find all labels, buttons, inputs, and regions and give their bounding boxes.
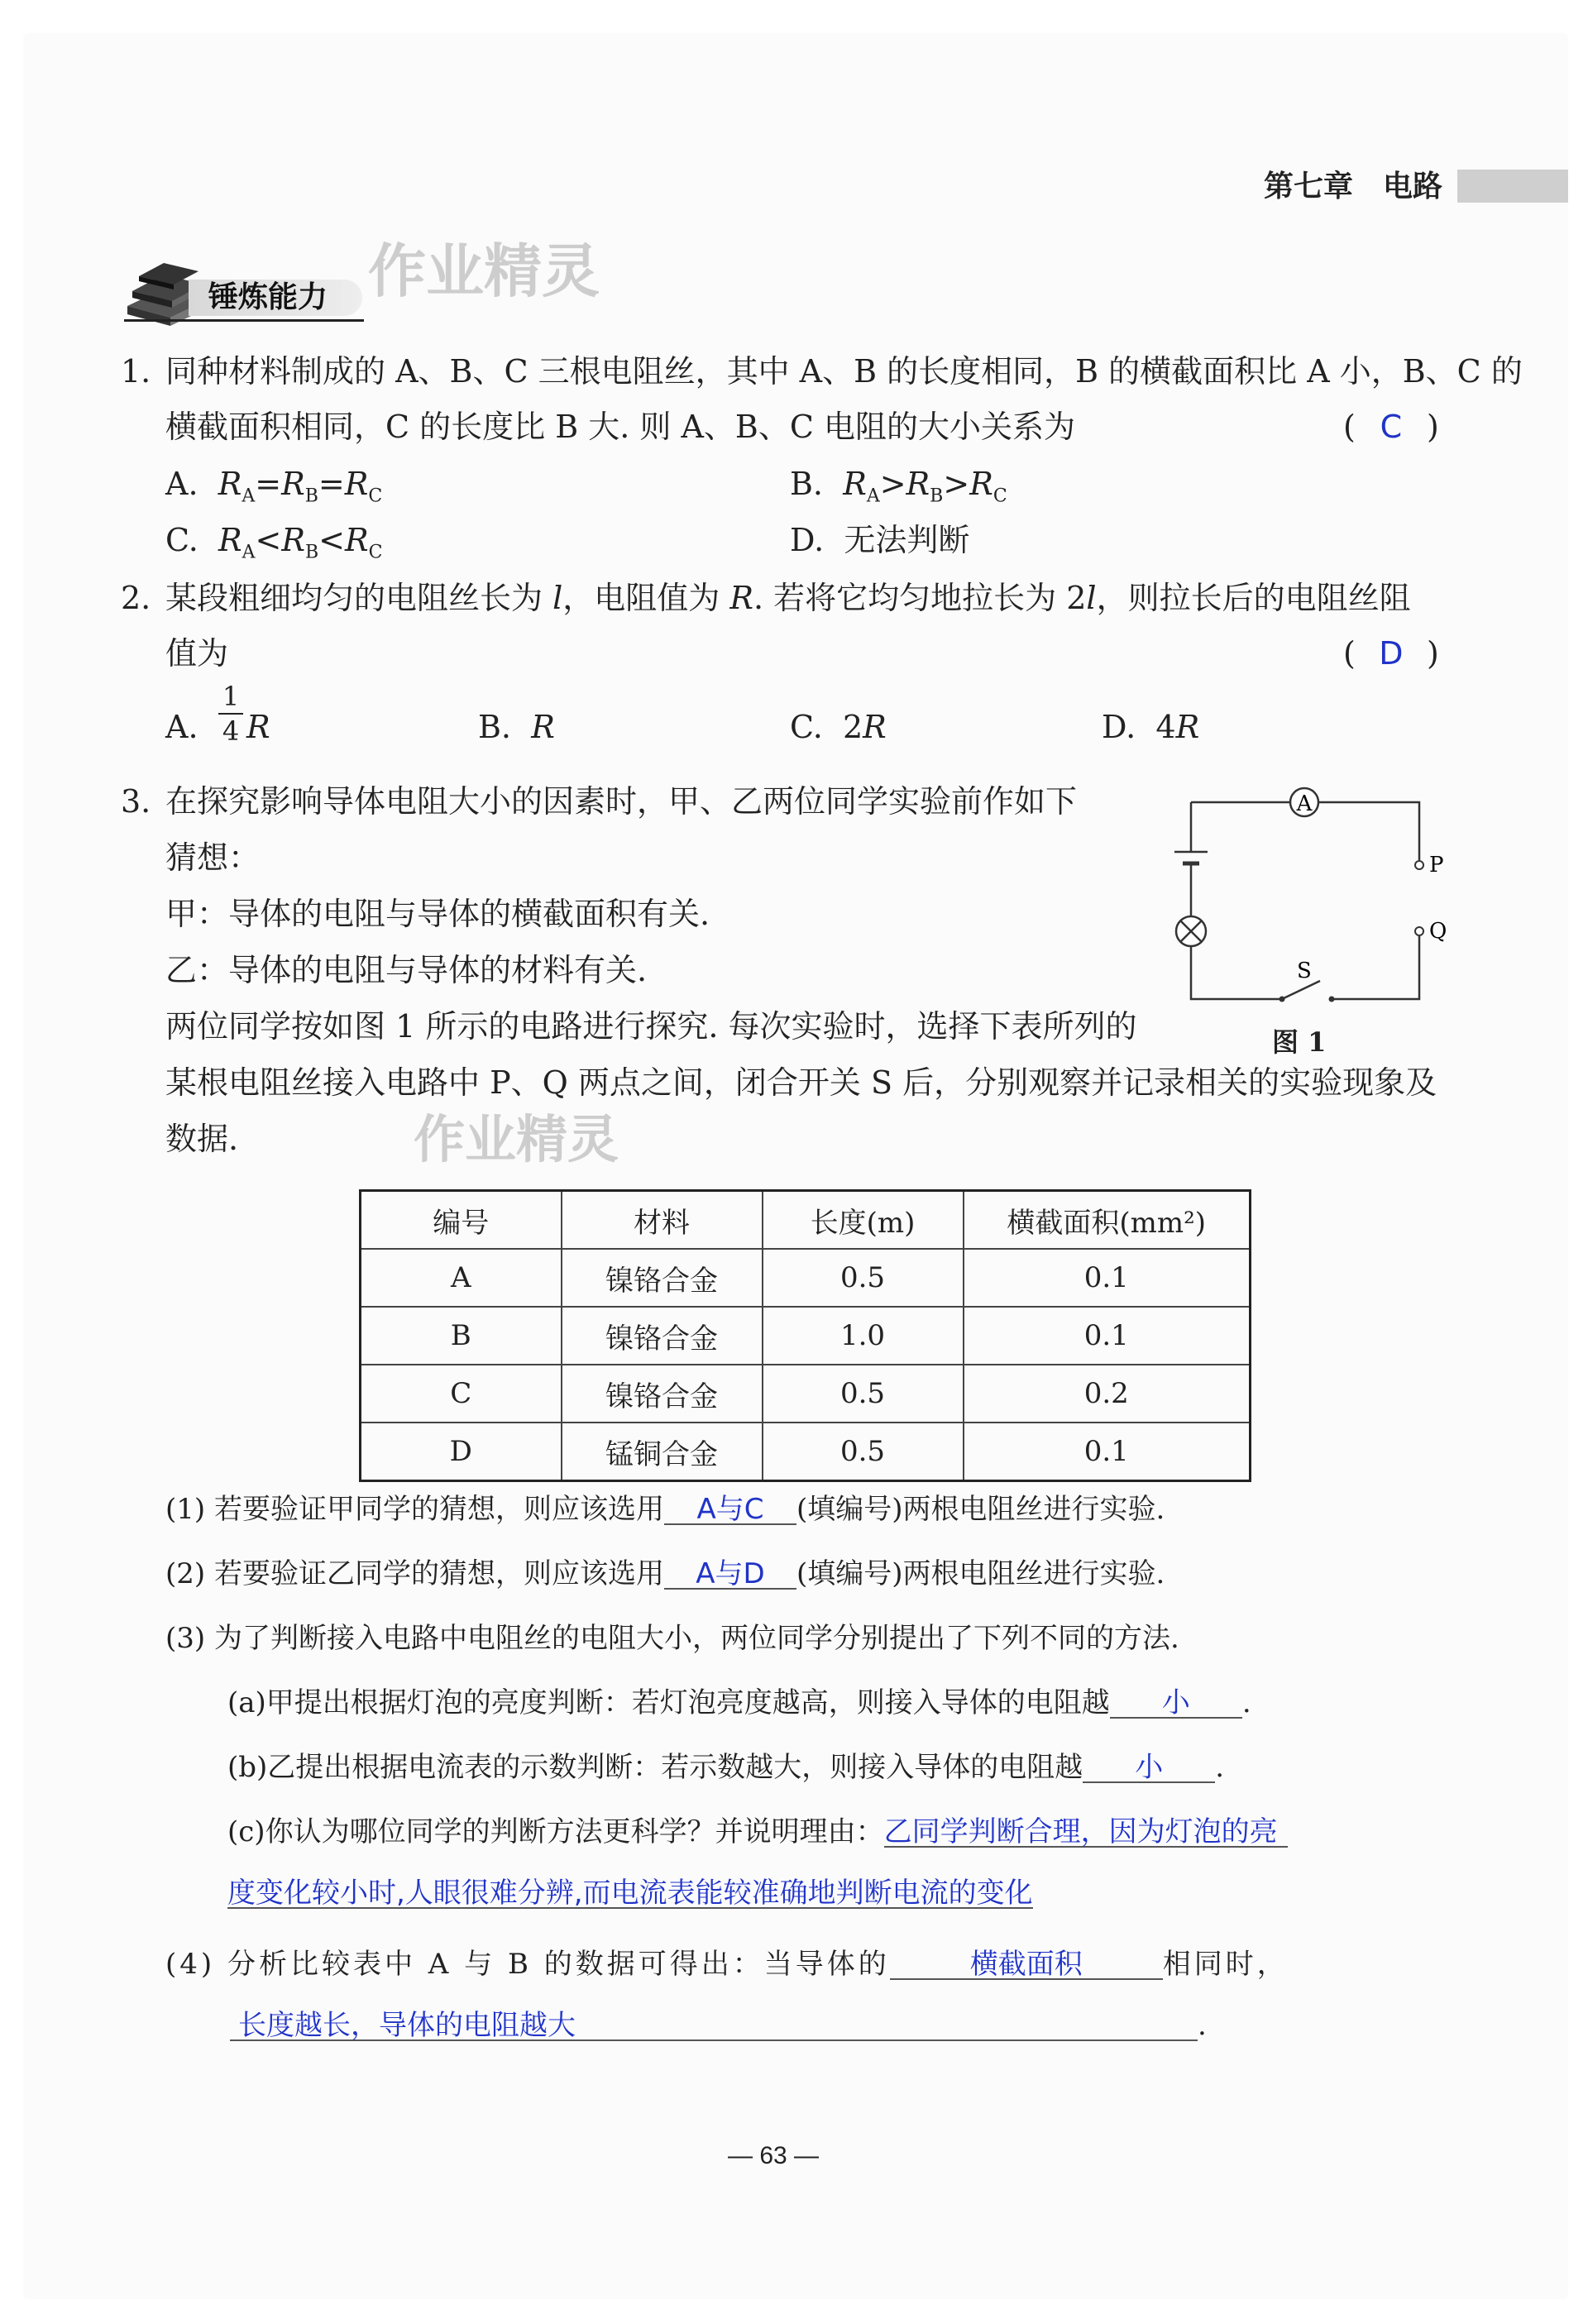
chapter-label: 第七章 — [1264, 170, 1354, 203]
q1-option-d — [790, 524, 969, 556]
q1-number: 1. — [121, 353, 151, 390]
q3-line5: 两位同学按如图 1 所示的电路进行探究. 每次实验时，选择下表所列的 — [165, 1008, 1137, 1045]
q3-line3: 甲：导体的电阻与导体的横截面积有关. — [165, 896, 710, 932]
q3-sub3c-answer2: 度变化较小时,人眼很难分辨,而电流表能较准确地判断电流的变化 — [227, 1877, 1033, 1910]
q3-sub4-post: . — [1198, 2009, 1207, 2042]
q1-answer: C — [1380, 409, 1403, 445]
section-title: 锤炼能力 — [208, 280, 328, 314]
table-cell: 0.1 — [964, 1423, 1251, 1481]
table-row — [361, 1365, 1251, 1423]
table-cell: 镍铬合金 — [562, 1365, 763, 1423]
q3-sub3a-answer: 小 — [1110, 1689, 1242, 1719]
q2-fraction-num: 1 — [222, 681, 240, 712]
q3-sub2-post: (填编号)两根电阻丝进行实验. — [796, 1557, 1165, 1590]
q2-option-d-coef: 4 — [1155, 709, 1176, 745]
chapter-title: 电路 — [1383, 170, 1443, 203]
q3-line1: 在探究影响导体电阻大小的因素时，甲、乙两位同学实验前作如下 — [165, 783, 1078, 820]
q2-option-d-r: R — [1175, 709, 1200, 745]
q3-sub3b-answer: 小 — [1083, 1753, 1215, 1783]
table-cell: C — [361, 1365, 562, 1423]
q2-line1a: 某段粗细均匀的电阻丝长为 — [165, 580, 543, 616]
table-cell: 0.1 — [964, 1249, 1251, 1307]
q2-option-c-coef: 2 — [842, 709, 863, 745]
q3-line6: 某根电阻丝接入电路中 P、Q 两点之间，闭合开关 S 后，分别观察并记录相关的实验现象及 — [165, 1064, 1437, 1101]
q3-sub3c-answer1: 乙同学判断合理，因为灯泡的亮 — [884, 1818, 1288, 1848]
q3-sub4-mid: 相同时， — [1162, 1948, 1289, 1981]
q1-option-b-label: B. — [790, 466, 824, 502]
wire-bottom-right — [1332, 936, 1419, 999]
table-header-cell: 编号 — [361, 1191, 562, 1250]
table-cell: 0.1 — [964, 1307, 1251, 1365]
q1-option-d-text: 无法判断 — [844, 522, 970, 558]
q3-number: 3. — [121, 783, 151, 820]
q2-option-b-r: R — [531, 709, 555, 745]
q2-line1 — [165, 582, 1411, 614]
q2-option-a-fraction — [218, 681, 243, 747]
q2-option-a-r: R — [246, 709, 270, 745]
q1-option-b: B. $R_A>R_B>R_C$ — [790, 466, 1007, 507]
table-header-row — [361, 1191, 1251, 1250]
q3-line7: 数据. — [165, 1121, 239, 1157]
wire-top-right — [1318, 802, 1419, 860]
table-header-cell: 横截面积(mm²) — [964, 1191, 1251, 1250]
q3-sub4-line2 — [230, 2011, 1207, 2041]
q2-option-d — [1102, 711, 1199, 743]
q1-line1: 同种材料制成的 A、B、C 三根电阻丝，其中 A、B 的长度相同，B 的横截面积比 A 小，B、C 的 — [165, 353, 1523, 390]
table-cell: 0.5 — [763, 1249, 964, 1307]
q1-option-a: A. $R_A=R_B=R_C$ — [165, 466, 383, 507]
q2-option-c — [790, 711, 887, 743]
table-header-cell: 材料 — [562, 1191, 763, 1250]
resistor-table — [359, 1189, 1251, 1482]
q3-sub3: (3) 为了判断接入电路中电阻丝的电阻大小，两位同学分别提出了下列不同的方法. — [165, 1622, 1179, 1655]
q3-sub1-pre: (1) 若要验证甲同学的猜想，则应该选用 — [165, 1493, 664, 1526]
q2-option-a — [165, 711, 198, 743]
q3-sub3c — [227, 1815, 1288, 1848]
table-cell: 0.2 — [964, 1365, 1251, 1423]
table-cell: 0.5 — [763, 1423, 964, 1481]
label-s: S — [1297, 959, 1312, 983]
label-q: Q — [1429, 919, 1447, 944]
q3-sub3a — [227, 1686, 1251, 1719]
watermark-middle: 作业精灵 — [414, 1109, 619, 1169]
terminal-p — [1415, 861, 1423, 869]
q2-answer: D — [1379, 635, 1404, 672]
q2-option-c-r: R — [863, 709, 887, 745]
q3-sub1 — [165, 1495, 1165, 1525]
table-row — [361, 1423, 1251, 1481]
table-row — [361, 1307, 1251, 1365]
q3-sub3b — [227, 1753, 1224, 1783]
q1-option-a-label: A. — [165, 466, 198, 502]
q1-option-c-label: C. — [165, 522, 198, 558]
q2-option-a-label: A. — [165, 709, 198, 745]
q2-fraction-den: 4 — [222, 715, 240, 747]
q3-sub2-answer: A与D — [664, 1560, 796, 1590]
wire-left-bottom — [1191, 946, 1282, 999]
q1-option-d-label: D. — [790, 522, 825, 558]
q2-option-b — [478, 711, 555, 743]
table-cell: B — [361, 1307, 562, 1365]
q2-line1d: ，则拉长后的电阻丝阻 — [1096, 580, 1411, 616]
switch-pivot — [1279, 997, 1285, 1002]
q2-fraction-bar — [218, 713, 243, 715]
q3-sub4-pre: (4) 分析比较表中 A 与 B 的数据可得出：当导体的 — [165, 1948, 890, 1981]
page-number: — 63 — — [728, 2142, 820, 2169]
table-header-cell: 长度(m) — [763, 1191, 964, 1250]
q2-var-l: l — [552, 580, 563, 616]
q3-sub4 — [165, 1950, 1289, 1980]
q2-option-b-label: B. — [478, 709, 512, 745]
q3-sub3b-post: . — [1215, 1751, 1225, 1784]
q3-sub3b-pre: (b)乙提出根据电流表的示数判断：若示数越大，则接入导体的电阻越 — [227, 1751, 1083, 1784]
q3-sub2-pre: (2) 若要验证乙同学的猜想，则应该选用 — [165, 1557, 664, 1590]
q1-line2: 横截面积相同，C 的长度比 B 大. 则 A、B、C 电阻的大小关系为 — [165, 409, 1075, 445]
q3-sub4-answer2: 长度越长，导体的电阻越大 — [230, 2011, 1198, 2041]
q3-line2: 猜想： — [165, 839, 261, 876]
q2-var-r: R — [729, 580, 753, 616]
circuit-diagram — [1158, 777, 1456, 1017]
q3-sub2 — [165, 1557, 1165, 1590]
q3-sub3c-line2 — [227, 1879, 1033, 1909]
q3-sub3c-pre: (c)你认为哪位同学的判断方法更科学？并说明理由： — [227, 1815, 884, 1848]
header-bar — [1457, 170, 1568, 203]
label-p: P — [1429, 853, 1444, 877]
table-cell: 0.5 — [763, 1365, 964, 1423]
section-underline — [124, 319, 364, 322]
q2-var-l-2: l — [1086, 580, 1097, 616]
q2-number: 2. — [121, 580, 151, 616]
q3-sub4-answer1: 横截面积 — [890, 1950, 1163, 1980]
q3-sub1-answer: A与C — [664, 1495, 796, 1525]
q2-option-d-label: D. — [1102, 709, 1136, 745]
q2-answer-bracket: ( D ) — [1343, 635, 1439, 672]
q2-line2: 值为 — [165, 635, 229, 672]
q2-line1c: . 若将它均匀地拉长为 2 — [753, 580, 1087, 616]
q2-option-c-label: C. — [790, 709, 823, 745]
q1-option-c: C. $R_A<R_B<R_C$ — [165, 522, 383, 563]
watermark-top: 作业精灵 — [368, 237, 600, 305]
switch-lever — [1282, 981, 1320, 999]
q2-line1b: ，电阻值为 — [562, 580, 720, 616]
table-cell: 锰铜合金 — [562, 1423, 763, 1481]
ammeter-label: A — [1296, 791, 1313, 816]
switch-contact — [1329, 997, 1335, 1002]
q3-sub1-post: (填编号)两根电阻丝进行实验. — [796, 1493, 1165, 1526]
q3-sub3a-pre: (a)甲提出根据灯泡的亮度判断：若灯泡亮度越高，则接入导体的电阻越 — [227, 1686, 1110, 1719]
table-cell: 镍铬合金 — [562, 1307, 763, 1365]
table-cell: 镍铬合金 — [562, 1249, 763, 1307]
table-cell: A — [361, 1249, 562, 1307]
q3-line4: 乙：导体的电阻与导体的材料有关. — [165, 952, 648, 988]
figure-caption: 图 1 — [1272, 1026, 1327, 1058]
q3-sub3a-post: . — [1241, 1686, 1251, 1719]
terminal-q — [1415, 927, 1423, 935]
q1-answer-bracket: ( C ) — [1343, 409, 1439, 445]
table-cell: 1.0 — [763, 1307, 964, 1365]
table-row — [361, 1249, 1251, 1307]
table-cell: D — [361, 1423, 562, 1481]
